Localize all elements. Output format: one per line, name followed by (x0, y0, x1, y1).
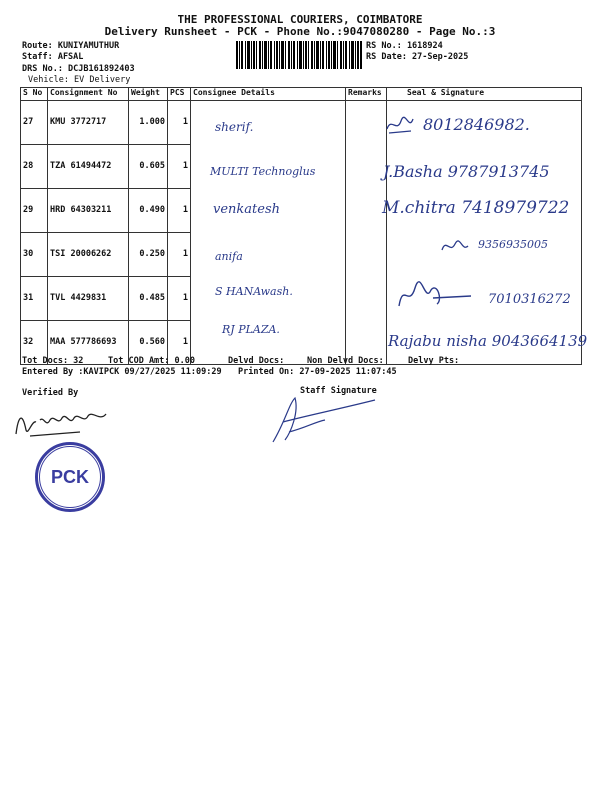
handwritten-consignee: anifa (215, 250, 243, 263)
handwritten-signature: 8012846982. (423, 115, 530, 134)
col-weight: Weight (129, 88, 168, 101)
handwritten-consignee: S HANAwash. (215, 285, 293, 298)
handwritten-consignee: venkatesh (213, 202, 280, 217)
cell-weight: 0.490 (129, 189, 168, 233)
cell-sno: 32 (21, 321, 48, 365)
cell-sno: 29 (21, 189, 48, 233)
cell-consignment: TSI 20006262 (48, 233, 129, 277)
delvd-docs: Delvd Docs: (228, 356, 285, 366)
runsheet-subtitle: Delivery Runsheet - PCK - Phone No.:9047080280 - Page No.:3 (104, 25, 496, 38)
cell-weight: 0.605 (129, 145, 168, 189)
barcode (236, 41, 362, 69)
cell-weight: 1.000 (129, 101, 168, 145)
cell-pcs: 1 (168, 101, 191, 145)
company-title: THE PROFESSIONAL COURIERS, COIMBATORE (177, 13, 423, 26)
vehicle-label: Vehicle: EV Delivery (28, 75, 131, 85)
handwritten-consignee: sherif. (215, 120, 254, 134)
cell-consignment: TZA 61494472 (48, 145, 129, 189)
route-label: Route: KUNIYAMUTHUR (22, 41, 120, 51)
cell-pcs: 1 (168, 277, 191, 321)
handwritten-signature: 9356935005 (478, 238, 548, 251)
cell-consignment: MAA 577786693 (48, 321, 129, 365)
col-sno: S No (21, 88, 48, 101)
cell-sno: 28 (21, 145, 48, 189)
tot-docs: Tot Docs: 32 (22, 356, 84, 366)
cell-sno: 27 (21, 101, 48, 145)
staff-signature (265, 392, 385, 447)
table-header-row (21, 88, 582, 101)
cell-weight: 0.250 (129, 233, 168, 277)
verified-by-label: Verified By (22, 388, 79, 398)
cell-sno: 31 (21, 277, 48, 321)
col-pcs: PCS (168, 88, 191, 101)
col-seal-signature: Seal & Signature (387, 88, 582, 101)
entered-by: Entered By :KAVIPCK 09/27/2025 11:09:29 (22, 367, 222, 377)
cell-weight: 0.485 (129, 277, 168, 321)
handwritten-signature: 7010316272 (488, 292, 571, 307)
scribble-signature-icon (393, 278, 473, 312)
col-remarks: Remarks (346, 88, 387, 101)
cell-consignment: TVL 4429831 (48, 277, 129, 321)
cell-pcs: 1 (168, 189, 191, 233)
cell-consignment: KMU 3772717 (48, 101, 129, 145)
handwritten-signature: M.chitra 7418979722 (382, 198, 570, 218)
cell-weight: 0.560 (129, 321, 168, 365)
verifier-signature (10, 400, 120, 442)
scribble-signature-icon (440, 236, 470, 258)
pck-stamp-text: PCK (39, 446, 101, 508)
cell-sno: 30 (21, 233, 48, 277)
printed-on: Printed On: 27-09-2025 11:07:45 (238, 367, 397, 377)
tot-cod-amount: Tot COD Amt: 0.00 (108, 356, 195, 366)
pck-stamp (35, 442, 105, 512)
non-delvd-docs: Non Delvd Docs: (307, 356, 384, 366)
col-consignment: Consignment No (48, 88, 129, 101)
rs-date: RS Date: 27-Sep-2025 (366, 52, 469, 62)
drs-number: DRS No.: DCJB161892403 (22, 64, 135, 74)
rs-number: RS No.: 1618924 (366, 41, 443, 51)
handwritten-signature: J.Basha 9787913745 (383, 162, 550, 181)
cell-pcs: 1 (168, 233, 191, 277)
cell-pcs: 1 (168, 145, 191, 189)
cell-pcs: 1 (168, 321, 191, 365)
delvy-pts: Delvy Pts: (408, 356, 460, 366)
handwritten-consignee: MULTI Technoglus (210, 165, 316, 178)
cell-consignment: HRD 64303211 (48, 189, 129, 233)
handwritten-consignee: RJ PLAZA. (222, 323, 280, 336)
handwritten-signature: Rajabu nisha 9043664139 (388, 332, 588, 350)
col-consignee: Consignee Details (191, 88, 346, 101)
staff-label: Staff: AFSAL (22, 52, 84, 62)
scribble-signature-icon (385, 113, 415, 137)
staff-signature-label: Staff Signature (300, 386, 377, 396)
